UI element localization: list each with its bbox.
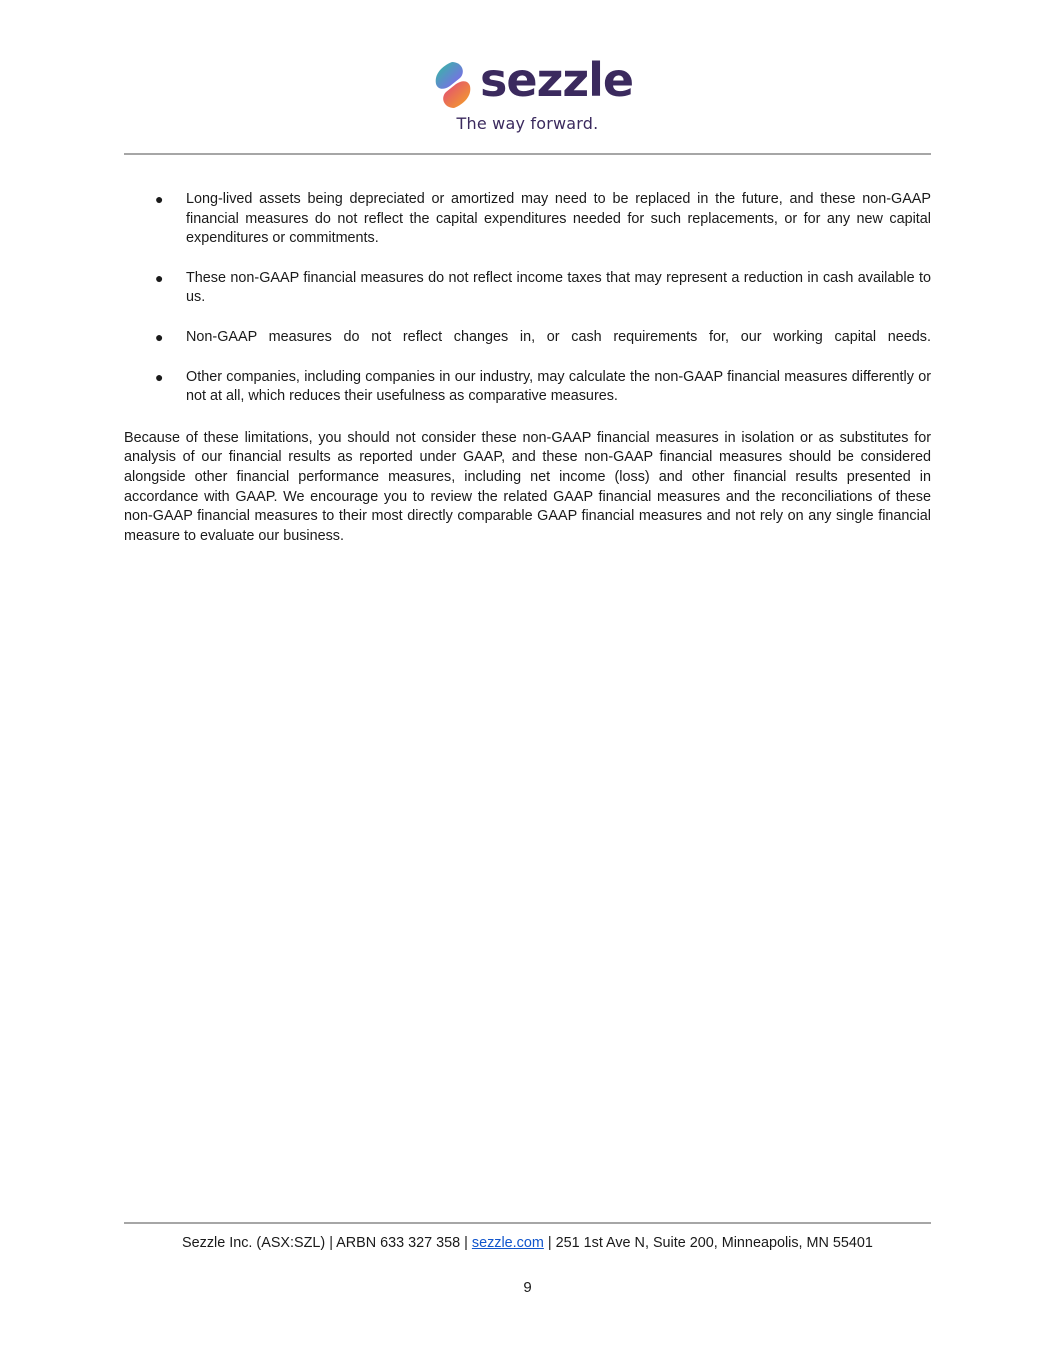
list-item bbox=[124, 190, 931, 249]
limitations-paragraph: Because of these limitations, you should not consider these non-GAAP financial measures in isolation or as substitutes for analysis of our financial results as reported under GAAP, and these non-GAAP financial measures should be considered alongside other financial performance measures, including net income (loss) and other financial results presented in accordance with GAAP. We encourage you to review the related GAAP financial measures and the reconciliations of these non-GAAP financial measures to their most directly comparable GAAP financial measures and not rely on any single financial measure to evaluate our business. bbox=[124, 429, 931, 544]
list-item-text: Long-lived assets being depreciated or amortized may need to be replaced in the future, and these non-GAAP financial measures do not reflect the capital expenditures needed for such replacements, or for any new capital expenditures or commitments. bbox=[186, 191, 931, 247]
list-item-text: Other companies, including companies in our industry, may calculate the non-GAAP financial measures differently or not at all, which reduces their usefulness as comparative measures. bbox=[186, 368, 931, 405]
list-item bbox=[124, 368, 931, 407]
list-item-text: These non-GAAP financial measures do not reflect income taxes that may represent a reduction in cash available to us. bbox=[186, 269, 931, 306]
tagline: The way forward. bbox=[456, 114, 599, 133]
page-header bbox=[0, 53, 1055, 138]
sezzle-logo-mark-icon bbox=[430, 60, 474, 110]
limitations-list bbox=[124, 190, 931, 407]
sezzle-wordmark: sezzle bbox=[480, 53, 634, 107]
bullet-icon: ● bbox=[155, 328, 164, 345]
page-footer bbox=[0, 1235, 1055, 1251]
footer-address: | 251 1st Ave N, Suite 200, Minneapolis, MN 55401 bbox=[543, 1235, 873, 1251]
bullet-icon: ● bbox=[155, 368, 164, 385]
list-item-text: Non-GAAP measures do not reflect changes in, or cash requirements for, our working capital needs. bbox=[186, 328, 931, 345]
page-content bbox=[124, 190, 931, 561]
footer-website-link[interactable]: sezzle.com bbox=[471, 1235, 544, 1251]
sezzle-logo bbox=[430, 53, 634, 114]
footer-company-info: Sezzle Inc. (ASX:SZL) | ARBN 633 327 358 | bbox=[182, 1235, 472, 1251]
list-item bbox=[124, 269, 931, 308]
bullet-icon: ● bbox=[155, 269, 164, 286]
header-divider bbox=[124, 153, 931, 155]
footer-divider bbox=[124, 1222, 931, 1224]
bullet-icon: ● bbox=[155, 191, 164, 207]
list-item bbox=[124, 328, 931, 348]
page-number: 9 bbox=[523, 1279, 532, 1296]
